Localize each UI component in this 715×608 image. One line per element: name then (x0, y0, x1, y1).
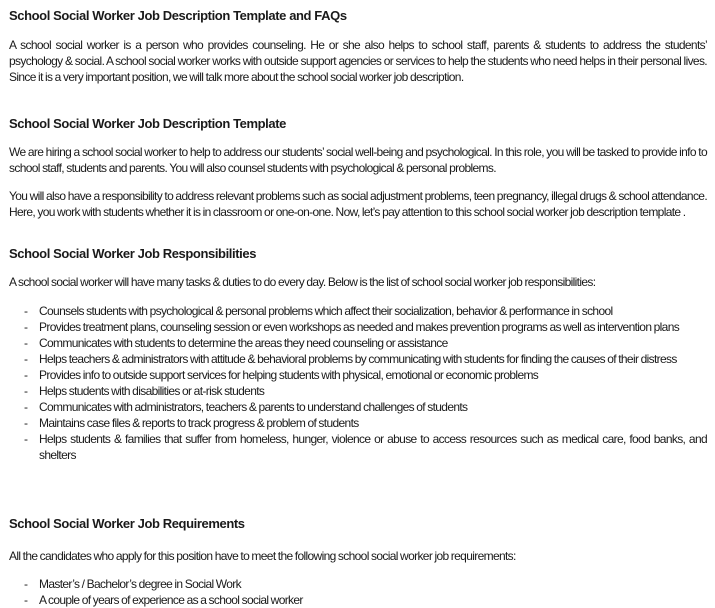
paragraph-template-1: We are hiring a school social worker to help to address our students’ social well-being and psychological. In this role, you will be tasked to provide info to school staff, students and parents. You will also counsel students with psychological & personal problems. (9, 145, 707, 175)
responsibility-item: - Counsels students with psychological & personal problems which affect their socialization, behavior & performance in school (9, 303, 707, 319)
paragraph-responsibilities-intro: A school social worker will have many tasks & duties to do every day. Below is the list of school social worker job responsibilities: (9, 274, 707, 290)
requirement-item-partial: - A couple of years of experience as a school social worker (9, 592, 707, 608)
heading-template-and-faqs: School Social Worker Job Description Template and FAQs (9, 8, 707, 24)
requirements-list-block (9, 576, 707, 608)
responsibility-item: - Helps students & families that suffer from homeless, hunger, violence or abuse to access resources such as medical care, food banks, and shelters (9, 431, 707, 463)
requirements-list (9, 576, 707, 608)
responsibility-item: - Helps teachers & administrators with attitude & behavioral problems by communicating with students for finding the causes of their distress (9, 351, 707, 367)
responsibility-item: - Helps students with disabilities or at-risk students (9, 383, 707, 399)
responsibility-item: - Provides info to outside support services for helping students with physical, emotional or economic problems (9, 367, 707, 383)
requirement-item: - Master’s / Bachelor’s degree in Social Work (9, 576, 707, 592)
responsibilities-list-block (9, 303, 707, 463)
responsibilities-list (9, 303, 707, 463)
responsibility-item: - Provides treatment plans, counseling session or even workshops as needed and makes prevention programs as well as intervention plans (9, 319, 707, 335)
responsibility-item: - Maintains case files & reports to track progress & problem of students (9, 415, 707, 431)
paragraph-intro: A school social worker is a person who provides counseling. He or she also helps to school staff, parents & students to address the students’ psychology & social. A school social worker works with outside support agencies or services to help the students who need helps in their personal lives. Since it is a very important position, we will talk more about the school social worker job description. (9, 38, 707, 84)
heading-responsibilities: School Social Worker Job Responsibilities (9, 246, 707, 262)
paragraph-requirements-intro: All the candidates who apply for this position have to meet the following school social worker job requirements: (9, 548, 707, 564)
heading-requirements: School Social Worker Job Requirements (9, 516, 707, 532)
responsibility-item: - Communicates with administrators, teachers & parents to understand challenges of students (9, 399, 707, 415)
heading-description-template: School Social Worker Job Description Template (9, 116, 707, 132)
paragraph-template-2: You will also have a responsibility to address relevant problems such as social adjustment problems, teen pregnancy, illegal drugs & school attendance. Here, you work with students whether it is in classroom or one-on-one. Now, let’s pay attention to this school social worker job description template . (9, 189, 707, 219)
responsibility-item: - Communicates with students to determine the areas they need counseling or assistance (9, 335, 707, 351)
